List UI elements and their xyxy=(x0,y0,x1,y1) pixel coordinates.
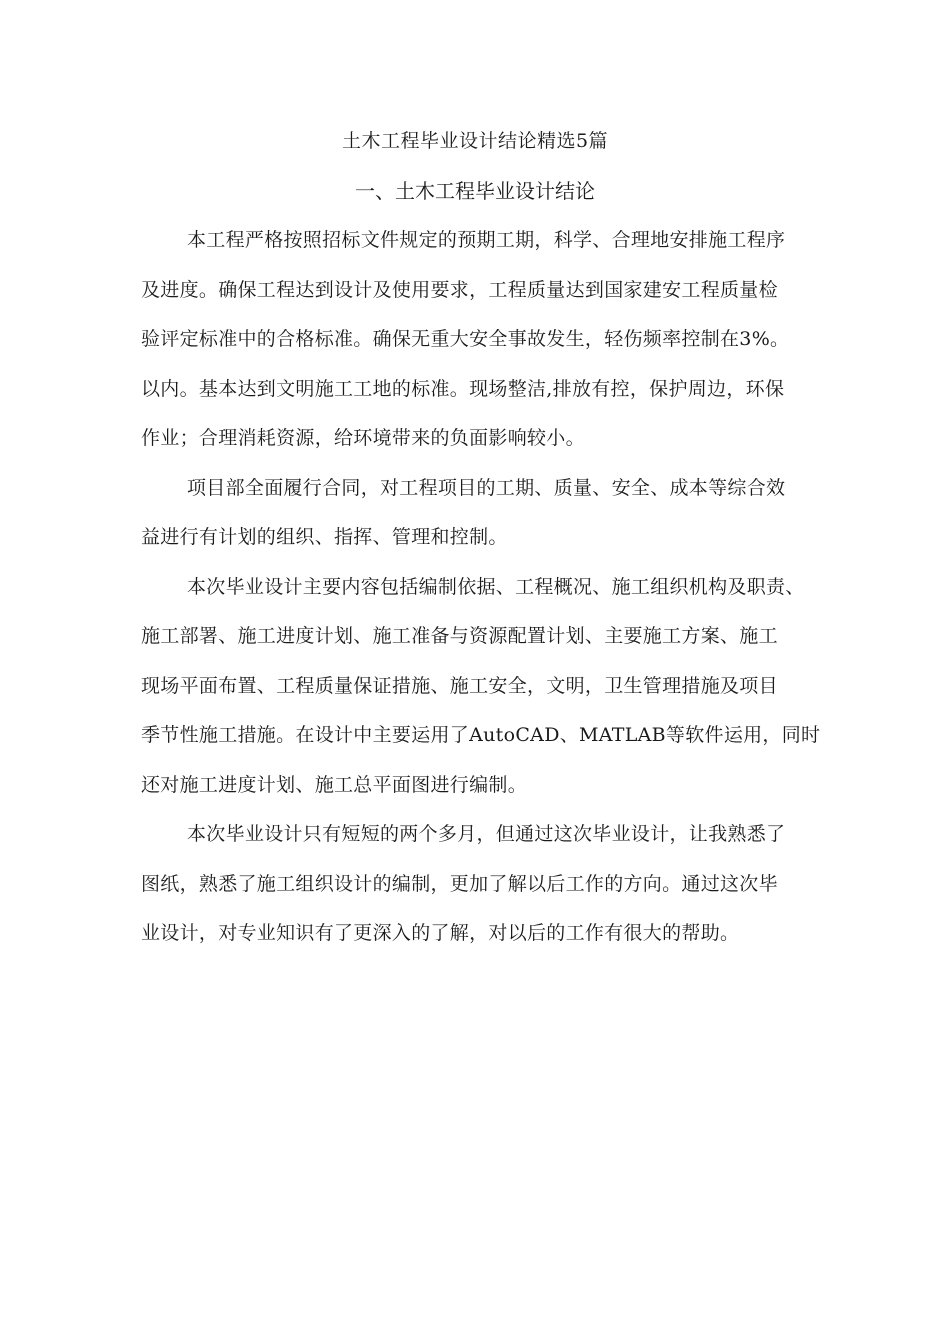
text-line: 本次毕业设计只有短短的两个多月，但通过这次毕业设计，让我熟悉了 xyxy=(187,823,786,845)
text-line: 现场平面布置、工程质量保证措施、施工安全，文明，卫生管理措施及项目 xyxy=(141,674,778,697)
text-line: 本次毕业设计主要内容包括编制依据、工程概况、施工组织机构及职责、 xyxy=(187,575,805,598)
text-line: 季节性施工措施。在设计中主要运用了AutoCAD、MATLAB等软件运用，同时 xyxy=(141,724,821,746)
section-heading: 一、土木工程毕业设计结论 xyxy=(355,179,595,203)
text-line: 及进度。确保工程达到设计及使用要求，工程质量达到国家建安工程质量检 xyxy=(141,278,778,301)
text-line: 验评定标准中的合格标准。确保无重大安全事故发生，轻伤频率控制在3%。 xyxy=(141,328,790,350)
paragraph-1 xyxy=(141,224,831,472)
text-line: 还对施工进度计划、施工总平面图进行编制。 xyxy=(141,773,528,796)
text-line: 项目部全面履行合同，对工程项目的工期、质量、安全、成本等综合效 xyxy=(187,476,786,499)
text-line: 业设计，对专业知识有了更深入的了解，对以后的工作有很大的帮助。 xyxy=(141,922,740,944)
paragraph-2 xyxy=(141,472,831,571)
text-line: 以内。基本达到文明施工工地的标准。现场整洁,排放有控，保护周边，环保 xyxy=(141,377,785,400)
text-line: 图纸，熟悉了施工组织设计的编制，更加了解以后工作的方向。通过这次毕 xyxy=(141,872,778,895)
paragraph-4 xyxy=(141,818,831,967)
document-body xyxy=(141,224,831,967)
document-title: 土木工程毕业设计结论精选5篇 xyxy=(341,130,609,152)
text-line: 作业；合理消耗资源，给环境带来的负面影响较小。 xyxy=(141,427,585,449)
text-line: 本工程严格按照招标文件规定的预期工期，科学、合理地安排施工程序 xyxy=(187,229,786,251)
text-line: 施工部署、施工进度计划、施工准备与资源配置计划、主要施工方案、施工 xyxy=(141,625,778,647)
paragraph-3 xyxy=(141,571,831,819)
text-line: 益进行有计划的组织、指挥、管理和控制。 xyxy=(141,526,508,548)
